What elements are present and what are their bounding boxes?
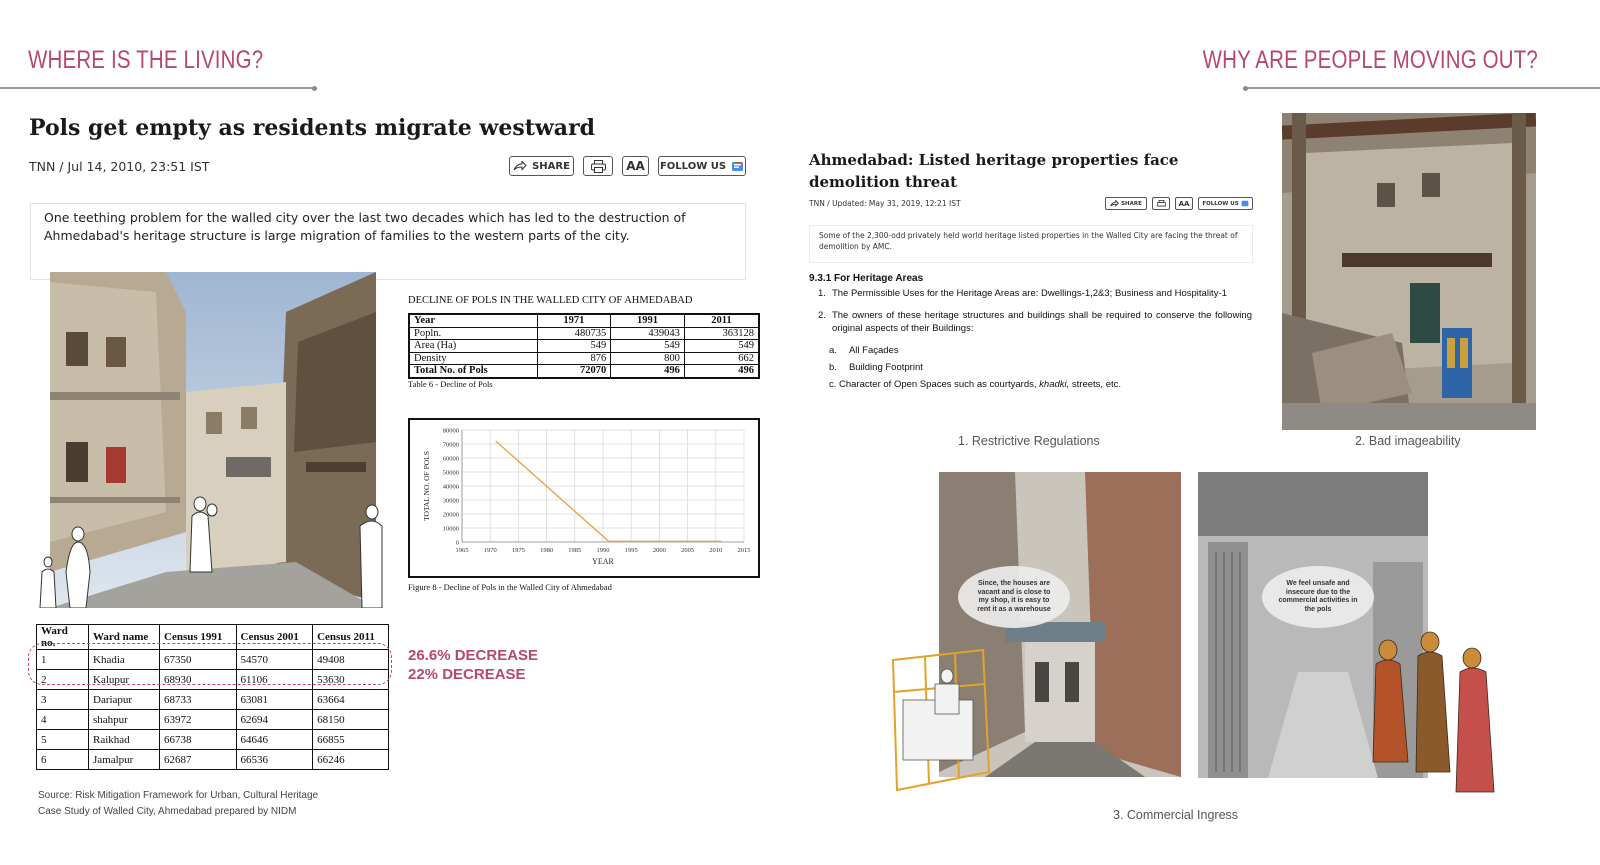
table-cell: 61106: [236, 670, 313, 690]
source-line: Case Study of Walled City, Ahmedabad prepared by NIDM: [38, 806, 297, 817]
regulation-text-italic: khadki,: [1039, 379, 1070, 390]
regulation-number: a.: [829, 345, 837, 356]
article2-quote: Some of the 2,300-odd privately held world heritage listed properties in the Walled City are facing the threat of demolition by AMC.: [819, 231, 1238, 251]
table-header-cell: Ward name: [89, 625, 160, 650]
article-quote-box: [30, 203, 746, 280]
table-cell: 2: [37, 670, 89, 690]
table-cell: 5: [37, 730, 89, 750]
article-byline: TNN / Jul 14, 2010, 23:51 IST: [29, 159, 210, 174]
y-tick-label: 30000: [442, 497, 459, 505]
table-cell: 66246: [313, 750, 389, 770]
text-size-button[interactable]: AA: [1175, 197, 1193, 210]
table-header-cell: Year: [409, 314, 537, 327]
share-label: SHARE: [1121, 200, 1142, 207]
speech-bubble-shopkeeper: [958, 566, 1070, 628]
article2-byline: TNN / Updated: May 31, 2019, 12:21 IST: [809, 199, 961, 208]
regulation-number: 2.: [818, 310, 826, 321]
regulation-item: [818, 287, 1252, 300]
x-axis-label: YEAR: [592, 557, 614, 566]
chart-svg: [410, 420, 758, 576]
regulation-subitem: [829, 344, 1252, 357]
table-cell: Dariapur: [89, 690, 160, 710]
speech-bubble-residents: [1262, 566, 1374, 628]
table-cell: 49408: [313, 650, 389, 670]
x-tick-label: 2015: [737, 547, 751, 554]
table-cell: 4: [37, 710, 89, 730]
print-button[interactable]: [583, 156, 613, 176]
source-note: [38, 788, 318, 820]
share-button[interactable]: [1105, 197, 1147, 210]
divider-dot: [312, 86, 317, 91]
table-cell: Raikhad: [89, 730, 160, 750]
regulation-text: The Permissible Uses for the Heritage Areas are: Dwellings-1,2&3; Business and Hospitality-1: [831, 288, 1227, 299]
table-cell: 68930: [160, 670, 237, 690]
table-header-row: [409, 314, 759, 327]
section-divider-left: [0, 87, 316, 89]
table-row: [37, 710, 389, 730]
divider-dot: [1243, 86, 1248, 91]
table-cell: 549: [537, 340, 611, 353]
table-cell: 68733: [160, 690, 237, 710]
table-header-cell: Census 2001: [236, 625, 313, 650]
highlight-dashed-outline: [28, 643, 392, 685]
caption-bad-imageability: 2. Bad imageability: [1355, 434, 1461, 448]
regulations-title: 9.3.1 For Heritage Areas: [809, 273, 924, 284]
table-cell: 62687: [160, 750, 237, 770]
table-cell: 68150: [313, 710, 389, 730]
table-cell: 72070: [537, 365, 611, 378]
pols-table: [408, 313, 760, 379]
caption-commercial-ingress: 3. Commercial Ingress: [1113, 808, 1239, 822]
table-row: [37, 690, 389, 710]
regulation-text: streets, etc.: [1069, 379, 1122, 390]
table-cell: 63664: [313, 690, 389, 710]
pols-table-caption: DECLINE OF POLS IN THE WALLED CITY OF AHMEDABAD: [408, 295, 693, 306]
decrease-label-khadia: 26.6% DECREASE: [408, 647, 539, 664]
table-cell: 64646: [236, 730, 313, 750]
table-row: [409, 352, 759, 365]
regulation-text: All Façades: [848, 345, 899, 356]
table-cell: 549: [611, 340, 685, 353]
regulation-number: b.: [829, 362, 837, 373]
x-tick-label: 2005: [681, 547, 695, 554]
article-quote: One teething problem for the walled city over the last two decades which has led to the destruction of Ahmedabad's heritage structure is large migration of families to the western parts of the city.: [44, 210, 686, 243]
table-cell: Khadia: [89, 650, 160, 670]
table-cell: 67350: [160, 650, 237, 670]
share-icon: [1110, 200, 1119, 207]
table-cell: Kalupur: [89, 670, 160, 690]
dilapidated-house-photo: [1282, 113, 1536, 430]
x-tick-label: 1995: [624, 547, 638, 554]
unsafe-street-photo: [1198, 472, 1496, 794]
follow-label: FOLLOW US: [1202, 200, 1239, 207]
x-tick-label: 1965: [455, 547, 469, 554]
y-tick-label: 60000: [442, 455, 459, 463]
table-header-cell: 1991: [611, 314, 685, 327]
table-cell: 549: [684, 340, 759, 353]
pol-street-photo: [36, 272, 390, 608]
table-row: [37, 730, 389, 750]
x-tick-label: 1980: [540, 547, 554, 554]
table-cell: 63972: [160, 710, 237, 730]
section-divider-right: [1244, 87, 1600, 89]
table-header-cell: Ward no.: [37, 625, 89, 650]
bubble-text: We feel unsafe and insecure due to the commercial activities in the pols: [1278, 580, 1358, 613]
table-header-cell: 1971: [537, 314, 611, 327]
article2-headline: Ahmedabad: Listed heritage properties face demolition threat: [809, 151, 1179, 191]
table-row: [409, 327, 759, 340]
table-cell: 66855: [313, 730, 389, 750]
y-tick-label: 80000: [442, 427, 459, 435]
x-tick-label: 1990: [596, 547, 610, 554]
follow-label: FOLLOW US: [659, 160, 727, 172]
table-header-cell: 2011: [684, 314, 759, 327]
table-cell: 62694: [236, 710, 313, 730]
table-cell: 63081: [236, 690, 313, 710]
caption-restrictive-regulations: 1. Restrictive Regulations: [958, 434, 1100, 448]
google-news-icon: [731, 161, 744, 172]
table-cell: 439043: [611, 327, 685, 340]
table-cell: 3: [37, 690, 89, 710]
warehouse-street-photo: [885, 472, 1181, 798]
bubble-text: Since, the houses are vacant and is close to my shop, it is easy to rent it as a warehouse: [977, 580, 1051, 613]
table-cell: 480735: [537, 327, 611, 340]
google-news-icon: [1241, 200, 1249, 207]
table-header-cell: Census 1991: [160, 625, 237, 650]
share-icon: [513, 161, 527, 171]
table-cell: 6: [37, 750, 89, 770]
regulation-text: Building Footprint: [848, 362, 923, 373]
regulation-item: [818, 309, 1252, 335]
regulations-block: [809, 272, 1252, 391]
table-cell: 66536: [236, 750, 313, 770]
table-cell: 54570: [236, 650, 313, 670]
table-cell: 496: [611, 365, 685, 378]
table-cell: Density: [409, 352, 537, 365]
article-headline: Pols get empty as residents migrate westward: [29, 115, 596, 141]
y-tick-label: 20000: [442, 511, 459, 519]
table-row: [409, 340, 759, 353]
share-label: SHARE: [532, 160, 570, 172]
article2-quote-box: [809, 225, 1253, 263]
print-button[interactable]: [1152, 197, 1170, 210]
table-cell: 662: [684, 352, 759, 365]
regulation-subitem: [829, 378, 1252, 391]
table-cell: Jamalpur: [89, 750, 160, 770]
section-title-left: WHERE IS THE LIVING?: [28, 46, 264, 74]
table-header-cell: Census 2011: [313, 625, 389, 650]
y-axis-label: TOTAL NO. OF POLS: [422, 451, 431, 521]
x-tick-label: 2000: [652, 547, 666, 554]
x-tick-label: 1970: [483, 547, 497, 554]
y-tick-label: 70000: [442, 441, 459, 449]
table-cell: Popln.: [409, 327, 537, 340]
y-tick-label: 10000: [442, 525, 459, 533]
pols-line-chart: [408, 418, 760, 578]
table-cell: 363128: [684, 327, 759, 340]
regulation-subitem: [829, 361, 1252, 374]
x-tick-label: 1975: [511, 547, 525, 554]
decrease-label-kalupur: 22% DECREASE: [408, 666, 526, 683]
text-size-button[interactable]: AA: [622, 156, 649, 176]
table-cell: 876: [537, 352, 611, 365]
follow-us-button[interactable]: [658, 156, 746, 176]
share-button[interactable]: [509, 156, 574, 176]
printer-icon: [591, 160, 606, 173]
regulation-text: The owners of these heritage structures and buildings shall be required to conserve the following original aspects of their Buildings:: [831, 310, 1252, 334]
table-cell: 496: [684, 365, 759, 378]
pols-table-note: Table 6 - Decline of Pols: [408, 379, 493, 389]
table-cell: Area (Ha): [409, 340, 537, 353]
table-cell: 800: [611, 352, 685, 365]
table-cell: 53630: [313, 670, 389, 690]
table-cell: Total No. of Pols: [409, 365, 537, 378]
table-row: [409, 365, 759, 378]
table-cell: 1: [37, 650, 89, 670]
source-line: Source: Risk Mitigation Framework for Urban, Cultural Heritage: [38, 790, 319, 801]
regulation-text: c. Character of Open Spaces such as courtyards,: [829, 379, 1040, 390]
chart-caption: Figure 8 - Decline of Pols in the Walled City of Ahmedabad: [408, 582, 612, 592]
table-cell: 66738: [160, 730, 237, 750]
table-row: [37, 750, 389, 770]
y-tick-label: 40000: [442, 483, 459, 491]
follow-us-button[interactable]: [1198, 197, 1253, 210]
y-tick-label: 50000: [442, 469, 459, 477]
printer-icon: [1157, 200, 1166, 208]
x-tick-label: 2010: [709, 547, 723, 554]
y-tick-label: 0: [455, 539, 459, 547]
table-cell: shahpur: [89, 710, 160, 730]
x-tick-label: 1985: [568, 547, 582, 554]
regulation-number: 1.: [818, 288, 826, 299]
section-title-right: WHY ARE PEOPLE MOVING OUT?: [1202, 46, 1538, 74]
